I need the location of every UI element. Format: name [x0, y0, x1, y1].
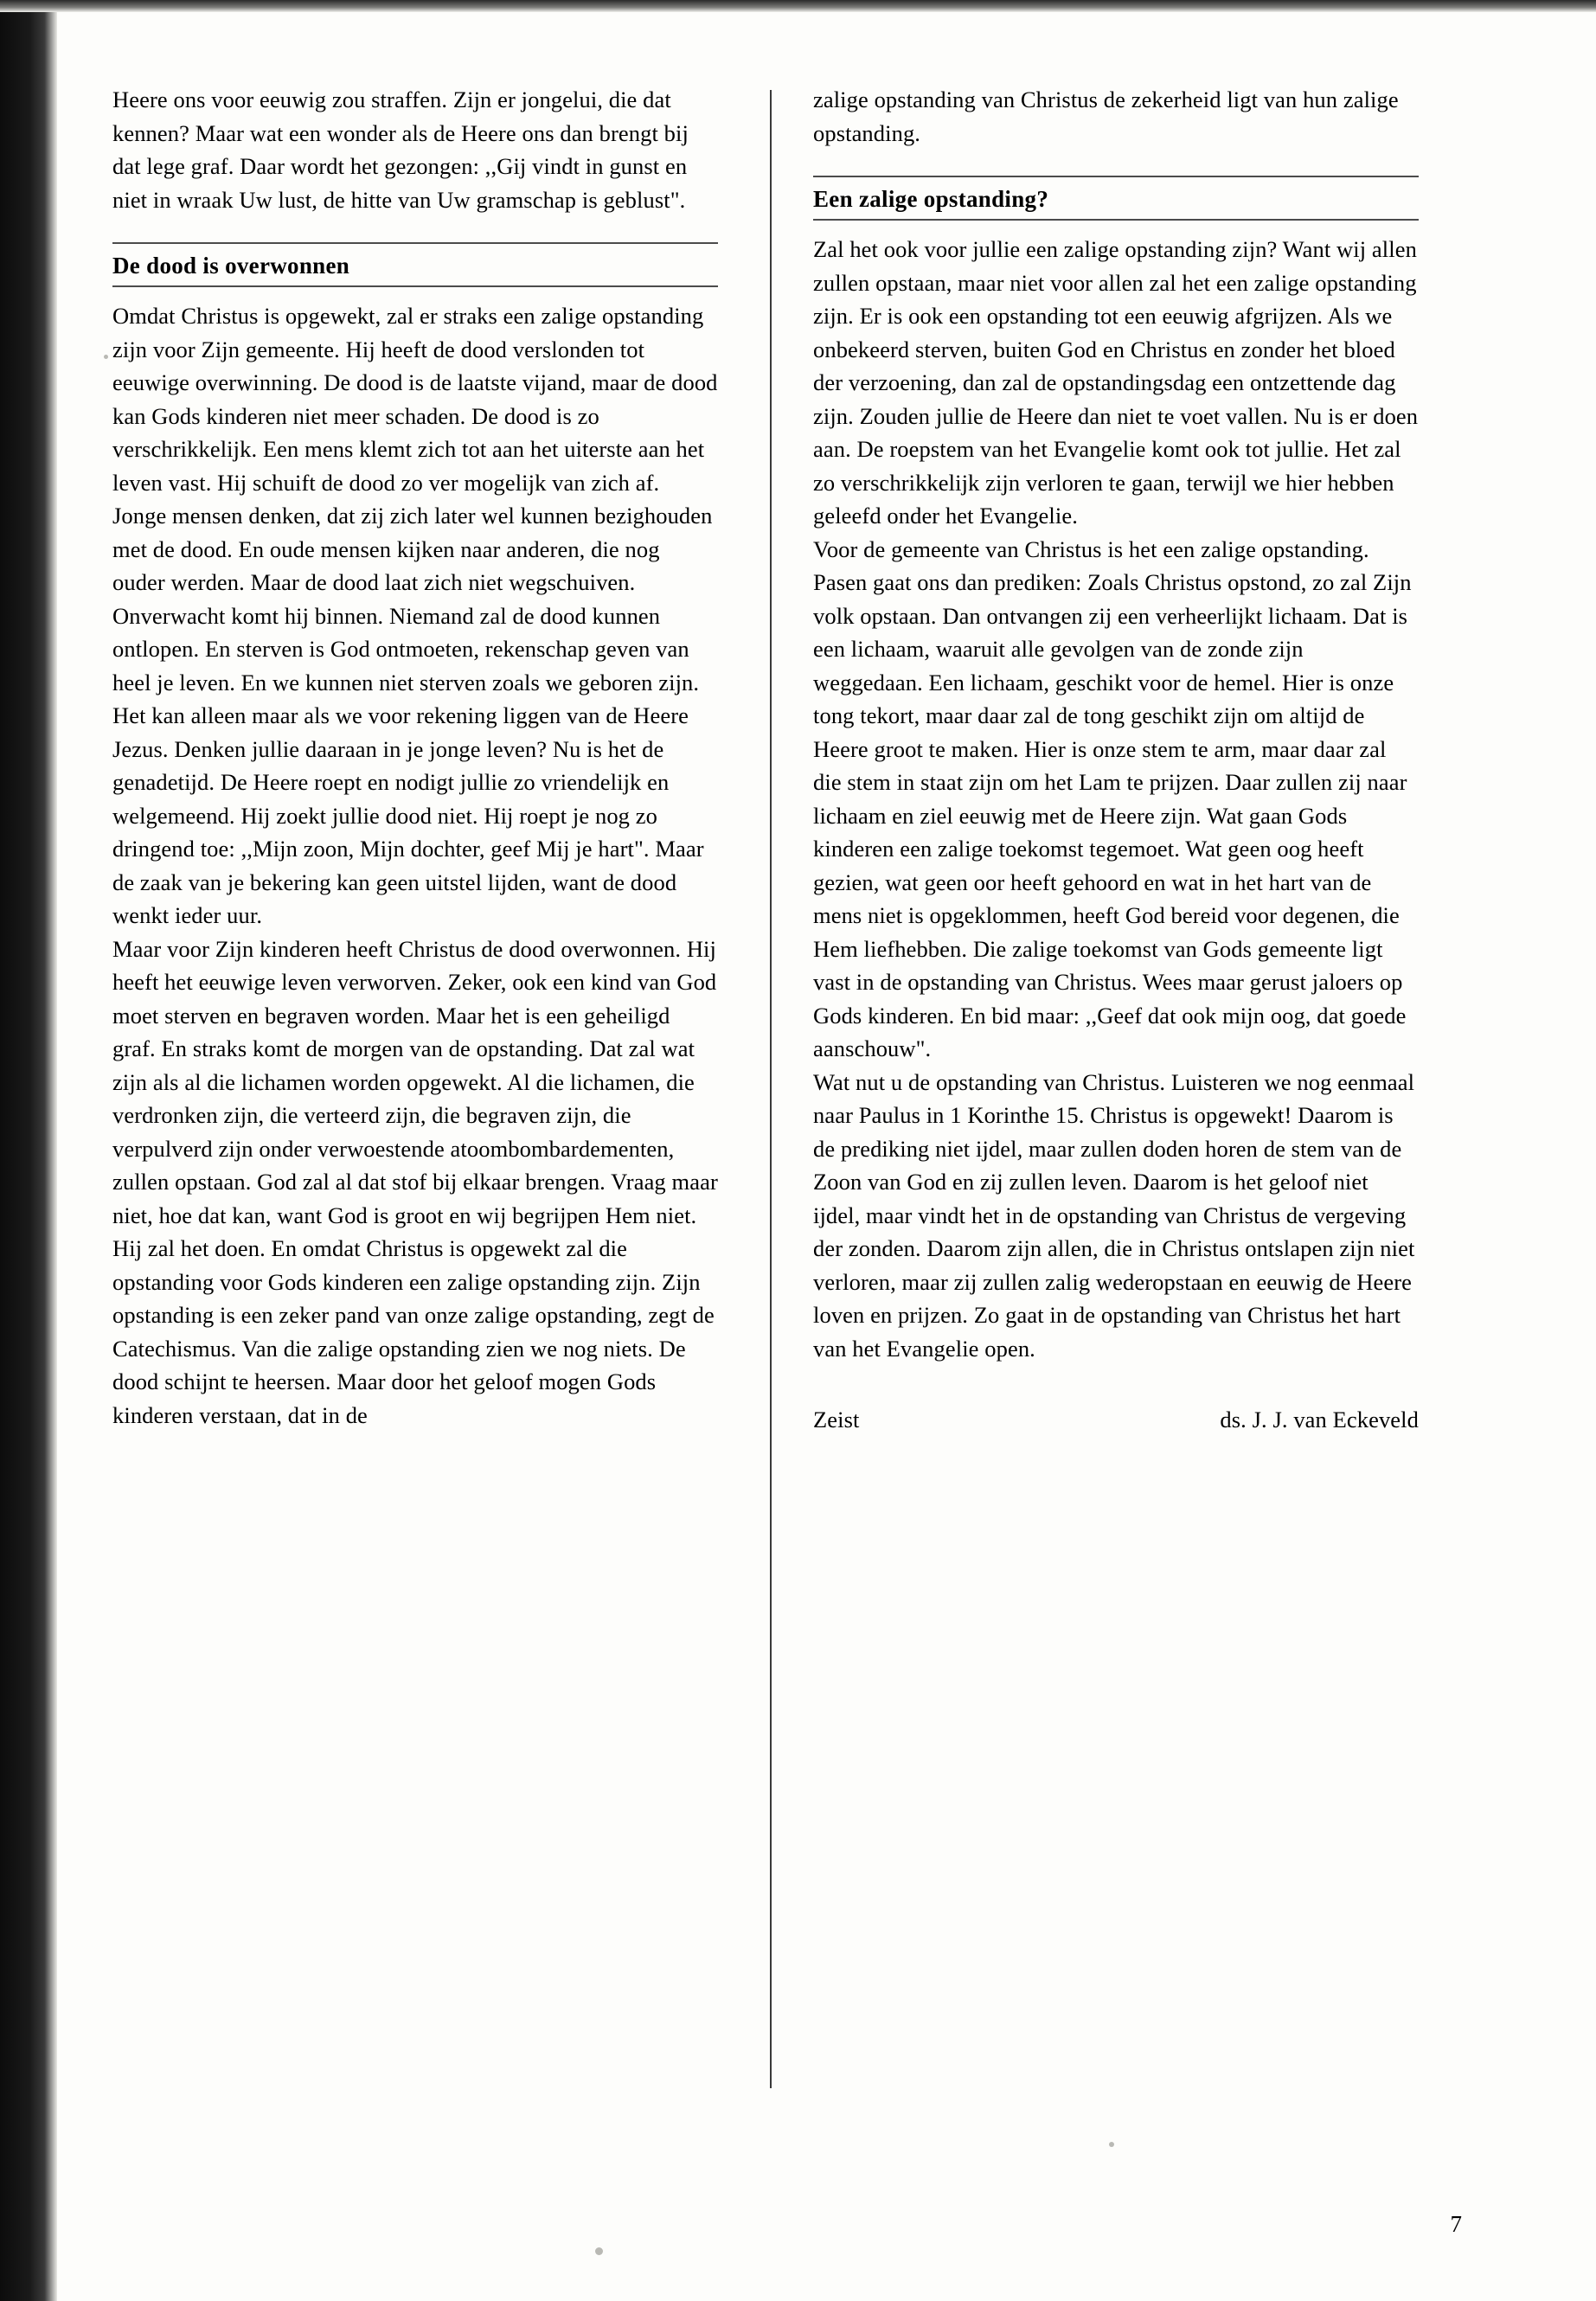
heading-rule-bottom	[813, 219, 1419, 221]
page-number: 7	[1450, 2211, 1462, 2237]
paragraph: Heere ons voor eeuwig zou straffen. Zijn er jongelui, die dat kennen? Maar wat een wonder als de Heere ons dan brengt bij dat lege graf. Daar wordt het gezongen: ,,Gij vindt in gunst en niet in wraak Uw lust, de hitte van Uw gramschap is geblust".	[112, 87, 689, 213]
column-divider	[770, 90, 772, 2088]
scan-top-edge	[0, 0, 1596, 12]
heading-rule-top	[813, 176, 1419, 177]
signature-place: Zeist	[813, 1407, 860, 1433]
signature-author: ds. J. J. van Eckeveld	[1220, 1407, 1419, 1433]
scan-speck	[595, 2247, 603, 2255]
heading-rule-top	[112, 242, 718, 244]
paragraph: Zal het ook voor jullie een zalige opstanding zijn? Want wij allen zullen opstaan, maar niet voor allen zal het een zalige opstanding zijn. Er is ook een opstanding tot een eeuwig afgrijzen. Als we onbekeerd sterven, buiten God en Christus en zonder het bloed der verzoening, dan zal de opstandingsdag een ontzettende dag zijn. Zouden jullie de Heere dan niet te voet vallen. Nu is er doen aan. De roepstem van het Evangelie komt ook tot jullie. Het zal zo verschrikkelijk zijn verloren te gaan, terwijl we hier hebben geleefd onder het Evangelie.	[813, 236, 1419, 529]
page-content	[112, 83, 1466, 2176]
right-column	[813, 83, 1419, 1438]
scan-speck	[104, 355, 108, 359]
paragraph: Voor de gemeente van Christus is het een zalige opstanding. Pasen gaat ons dan prediken: Zoals Christus opstond, zo zal Zijn volk opstaan. Dan ontvangen zij een verheerlijkt lichaam. Dat is een lichaam, waaruit alle gevolgen van de zonde zijn weggedaan. Een lichaam, geschikt voor de hemel. Hier is onze tong tekort, maar daar zal de tong geschikt zijn om altijd de Heere groot te maken. Hier is onze stem te arm, maar daar zal die stem in staat zijn om het Lam te prijzen. Daar zullen zij naar lichaam en ziel eeuwig met de Heere zijn. Wat gaan Gods kinderen een zalige toekomst tegemoet. Wat geen oog heeft gezien, wat geen oor heeft gehoord en wat in het hart van de mens niet is opgeklommen, heeft God bereid voor degenen, die Hem liefhebben. Die zalige toekomst van Gods gemeente ligt vast in de opstanding van Christus. Wees maar gerust jaloers op Gods kinderen. En bid maar: ,,Geef dat ook mijn oog, dat goede aanschouw".	[813, 535, 1412, 1061]
scan-left-edge	[0, 0, 57, 2301]
paragraph: zalige opstanding van Christus de zekerheid ligt van hun zalige opstanding.	[813, 87, 1399, 146]
section-title: De dood is overwonnen	[112, 253, 350, 279]
section-heading-een-zalige-opstanding	[813, 176, 1419, 221]
paragraph: Wat nut u de opstanding van Christus. Luisteren we nog eenmaal naar Paulus in 1 Korinthe 15. Christus is opgewekt! Daarom is de prediking niet ijdel, maar zullen doden horen de stem van de Zoon van God en zij zullen leven. Daarom is het geloof niet ijdel, maar vindt het in de opstanding van Christus de vergeving der zonden. Daarom zijn allen, die in Christus ontslapen zijn niet verloren, maar zij zullen zalig wederopstaan en eeuwig de Heere loven en prijzen. Zo gaat in de opstanding van Christus het hart van het Evangelie open.	[813, 1068, 1415, 1362]
article-signature	[813, 1403, 1419, 1438]
scan-speck	[1109, 2142, 1114, 2147]
left-column	[112, 83, 718, 1432]
paragraph: Maar voor Zijn kinderen heeft Christus de dood overwonnen. Hij heeft het eeuwige leven verworven. Zeker, ook een kind van God moet sterven en begraven worden. Maar het is een geheiligd graf. En straks komt de morgen van de opstanding. Dat zal wat zijn als al die lichamen worden opgewekt. Al die lichamen, die verdronken zijn, die verteerd zijn, die begraven zijn, die verpulverd zijn onder verwoestende atoombombardementen, zullen opstaan. God zal al dat stof bij elkaar brengen. Vraag maar niet, hoe dat kan, want God is groot en wij begrijpen Hem niet. Hij zal het doen. En omdat Christus is opgewekt zal die opstanding voor Gods kinderen een zalige opstanding zijn. Zijn opstanding is een zeker pand van onze zalige opstanding, zegt de Catechismus. Van die zalige opstanding zien we nog niets. De dood schijnt te heersen. Maar door het geloof mogen Gods kinderen verstaan, dat in de	[112, 935, 718, 1428]
heading-rule-bottom	[112, 285, 718, 287]
section-title: Een zalige opstanding?	[813, 186, 1049, 212]
section-heading-de-dood-is-overwonnen	[112, 242, 718, 287]
paragraph: Omdat Christus is opgewekt, zal er straks een zalige opstanding zijn voor Zijn gemeente. Hij heeft de dood verslonden tot eeuwige overwinning. De dood is de laatste vijand, maar de dood kan Gods kinderen niet meer schaden. De dood is zo verschrikkelijk. Een mens klemt zich tot aan het uiterste aan het leven vast. Hij schuift de dood zo ver mogelijk van zich af. Jonge mensen denken, dat zij zich later wel kunnen bezighouden met de dood. En oude mensen kijken naar anderen, die nog ouder werden. Maar de dood laat zich niet wegschuiven. Onverwacht komt hij binnen. Niemand zal de dood kunnen ontlopen. En sterven is God ontmoeten, rekenschap geven van heel je leven. En we kunnen niet sterven zoals we geboren zijn. Het kan alleen maar als we voor rekening liggen van de Heere Jezus. Denken jullie daaraan in je jonge leven? Nu is het de genadetijd. De Heere roept en nodigt jullie zo vriendelijk en welgemeend. Hij zoekt jullie dood niet. Hij roept je nog zo dringend toe: ,,Mijn zoon, Mijn dochter, geef Mij je hart". Maar de zaak van je bekering kan geen uitstel lijden, want de dood wenkt ieder uur.	[112, 303, 718, 928]
